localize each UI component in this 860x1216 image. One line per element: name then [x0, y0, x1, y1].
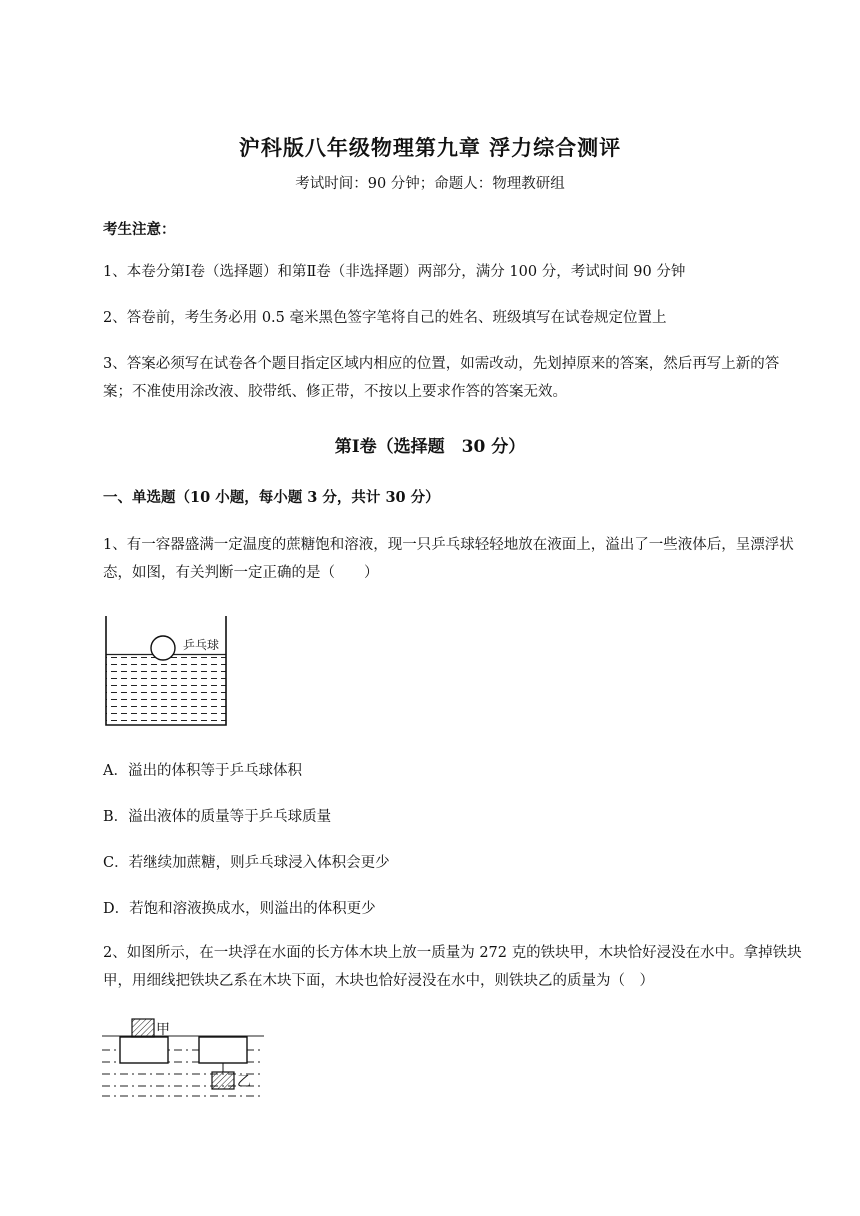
notice-item-3: 3、答案必须写在试卷各个题目指定区域内相应的位置，如需改动，先划掉原来的答案，然后再写上新的答案；不准使用涂改液、胶带纸、修正带，不按以上要求作答的答案无效。	[103, 356, 780, 400]
question-2-figure	[98, 1016, 268, 1100]
notice-heading: 考生注意：	[103, 221, 176, 238]
question-2-stem: 2、如图所示，在一块浮在水面的长方体木块上放一质量为 272 克的铁块甲，木块恰好浸没在水中。拿掉铁块甲，用细线把铁块乙系在木块下面，木块也恰好浸没在水中，则铁块乙的质量为（ ）	[103, 945, 802, 989]
wood-block-right	[199, 1037, 247, 1063]
exam-subtitle: 考试时间：90 分钟；命题人：物理教研组	[295, 176, 565, 192]
question-1-option-c: C．若继续加蔗糖，则乒乓球浸入体积会更少	[103, 855, 390, 871]
question-1-option-b: B．溢出液体的质量等于乒乓球质量	[103, 809, 332, 825]
ping-pong-ball	[151, 636, 175, 660]
iron-block-yi-label: 乙	[237, 1074, 251, 1090]
question-1-stem: 1、有一容器盛满一定温度的蔗糖饱和溶液，现一只乒乓球轻轻地放在液面上，溢出了一些液体后，呈漂浮状态，如图，有关判断一定正确的是（ ）	[103, 537, 794, 581]
iron-block-jia-label: 甲	[156, 1022, 170, 1038]
question-1-option-a: A．溢出的体积等于乒乓球体积	[103, 763, 302, 779]
part-heading: 一、单选题（10 小题，每小题 3 分，共计 30 分）	[103, 489, 440, 506]
iron-block-jia	[132, 1019, 154, 1037]
question-1-figure	[100, 612, 235, 730]
iron-block-yi	[212, 1072, 234, 1089]
wood-block-left	[120, 1037, 168, 1063]
section-title: 第Ⅰ卷（选择题 30 分）	[334, 437, 526, 457]
notice-item-2: 2、答卷前，考生务必用 0.5 毫米黑色签字笔将自己的姓名、班级填写在试卷规定位置上	[103, 310, 667, 326]
notice-item-1: 1、本卷分第Ⅰ卷（选择题）和第Ⅱ卷（非选择题）两部分，满分 100 分，考试时间 90 分钟	[103, 264, 686, 280]
ping-pong-ball-label: 乒乓球	[183, 638, 220, 652]
question-1-option-d: D．若饱和溶液换成水，则溢出的体积更少	[103, 901, 376, 917]
liquid-region	[106, 656, 226, 724]
page-title: 沪科版八年级物理第九章 浮力综合测评	[238, 135, 622, 160]
